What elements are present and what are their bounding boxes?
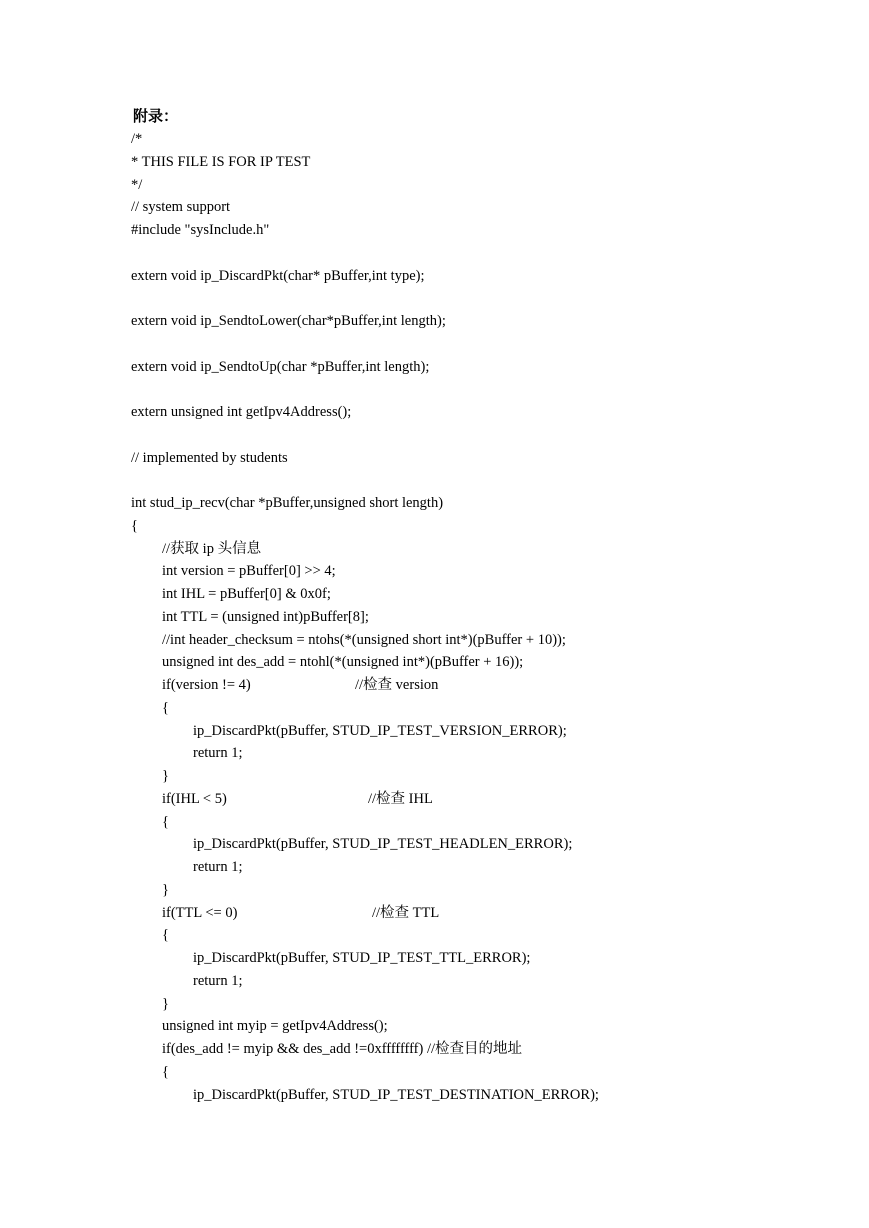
code-line <box>131 742 851 765</box>
code-line <box>131 242 851 265</box>
code-line-text: if(version != 4) <box>162 677 251 693</box>
code-line-text: { <box>162 927 169 944</box>
code-line-text: // system support <box>131 199 231 216</box>
code-line <box>131 811 851 834</box>
code-line-text: int stud_ip_recv(char *pBuffer,unsigned short length) <box>131 495 444 511</box>
code-line <box>131 970 851 993</box>
code-line-text: extern void ip_SendtoUp(char *pBuffer,int length); <box>131 358 430 375</box>
code-line-text: return 1; <box>193 745 243 762</box>
code-line-text: if(TTL <= 0) <box>162 904 238 921</box>
code-line <box>131 287 851 310</box>
code-line-text: ip_DiscardPkt(pBuffer, STUD_IP_TEST_DESTINATION_ERROR); <box>193 1086 599 1103</box>
code-line <box>131 583 851 606</box>
code-line <box>131 1038 851 1061</box>
code-line-text: int TTL = (unsigned int)pBuffer[8]; <box>162 608 369 625</box>
code-line-comment: //检查 TTL <box>372 904 440 921</box>
code-line-text: #include "sysInclude.h" <box>131 222 270 238</box>
code-line <box>131 196 851 219</box>
code-listing <box>131 128 851 1106</box>
appendix-heading: 附录： <box>133 109 179 125</box>
code-line-text: // implemented by students <box>131 449 288 466</box>
code-line-text: extern void ip_SendtoLower(char*pBuffer,int length); <box>131 313 446 329</box>
code-line <box>131 560 851 583</box>
code-line-text: unsigned int myip = getIpv4Address(); <box>162 1018 388 1035</box>
code-line-text: if(IHL < 5) <box>162 790 227 807</box>
code-line <box>131 219 851 242</box>
code-line-text: } <box>162 768 169 784</box>
code-line <box>131 515 851 538</box>
code-line-text: if(des_add != myip && des_add !=0xffffffff) //检查目的地址 <box>162 1041 523 1057</box>
code-line-text: { <box>131 517 138 534</box>
code-line <box>131 538 851 561</box>
code-line-text: //int header_checksum = ntohs(*(unsigned short int*)(pBuffer + 10)); <box>162 631 566 648</box>
code-line <box>131 378 851 401</box>
code-line <box>131 469 851 492</box>
code-line-text: extern void ip_DiscardPkt(char* pBuffer,int type); <box>131 267 425 284</box>
code-line-text: } <box>162 995 169 1012</box>
code-line <box>131 674 851 697</box>
code-line <box>131 924 851 947</box>
code-line-text: ip_DiscardPkt(pBuffer, STUD_IP_TEST_TTL_ERROR); <box>193 950 531 966</box>
code-line <box>131 788 851 811</box>
code-line <box>131 833 851 856</box>
code-line <box>131 879 851 902</box>
code-line <box>131 174 851 197</box>
code-line-text: ip_DiscardPkt(pBuffer, STUD_IP_TEST_HEADLEN_ERROR); <box>193 836 573 853</box>
code-line <box>131 629 851 652</box>
code-line <box>131 651 851 674</box>
code-line <box>131 492 851 515</box>
code-line-text: { <box>162 699 169 716</box>
code-line-text: extern unsigned int getIpv4Address(); <box>131 404 352 420</box>
code-line-text: /* <box>131 131 143 147</box>
code-line <box>131 265 851 288</box>
code-line <box>131 947 851 970</box>
code-line-text: * THIS FILE IS FOR IP TEST <box>131 153 311 170</box>
code-line-text: } <box>162 881 169 898</box>
code-line <box>131 993 851 1016</box>
code-line <box>131 356 851 379</box>
code-line <box>131 606 851 629</box>
code-line-text: unsigned int des_add = ntohl(*(unsigned int*)(pBuffer + 16)); <box>162 654 524 671</box>
code-line-comment: //检查 IHL <box>368 790 433 807</box>
code-line <box>131 1015 851 1038</box>
code-line-text: ip_DiscardPkt(pBuffer, STUD_IP_TEST_VERSION_ERROR); <box>193 722 567 739</box>
code-line <box>131 401 851 424</box>
code-line-text: { <box>162 1063 169 1080</box>
code-line <box>131 1084 851 1107</box>
code-line <box>131 765 851 788</box>
code-line-text: return 1; <box>193 859 243 875</box>
code-line <box>131 310 851 333</box>
code-line <box>131 856 851 879</box>
code-line-text: */ <box>131 176 143 193</box>
code-line-comment: //检查 version <box>355 677 439 693</box>
code-line-text: return 1; <box>193 972 243 989</box>
code-line <box>131 902 851 925</box>
code-line-text: int version = pBuffer[0] >> 4; <box>162 563 336 580</box>
code-line-text: { <box>162 813 169 830</box>
code-line <box>131 447 851 470</box>
code-line <box>131 424 851 447</box>
code-line-text: //获取 ip 头信息 <box>162 540 262 557</box>
code-line <box>131 697 851 720</box>
code-line <box>131 333 851 356</box>
code-line <box>131 1061 851 1084</box>
code-line <box>131 720 851 743</box>
code-line-text: int IHL = pBuffer[0] & 0x0f; <box>162 586 331 602</box>
code-line <box>131 128 851 151</box>
code-line <box>131 151 851 174</box>
